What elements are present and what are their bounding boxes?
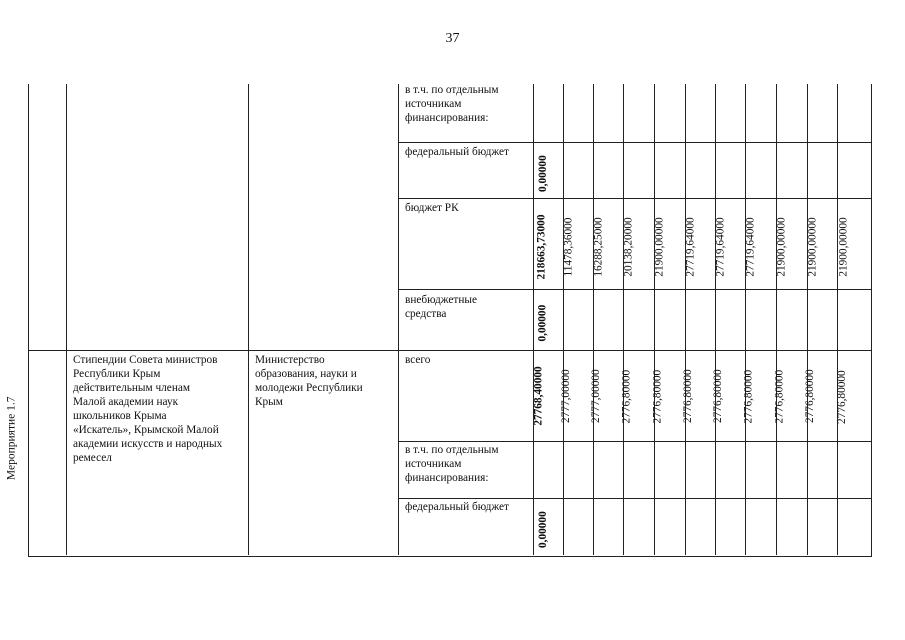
value-cell: 0,00000 bbox=[537, 511, 549, 548]
column-divider bbox=[563, 84, 564, 555]
column-divider bbox=[248, 84, 249, 555]
value-cell: 27768,40000 bbox=[532, 366, 545, 426]
value-cell: 16288,25000 bbox=[592, 217, 605, 277]
column-divider bbox=[776, 84, 777, 555]
row-divider bbox=[398, 198, 871, 199]
row-divider bbox=[398, 289, 871, 290]
value-cell: 2776,80000 bbox=[742, 369, 755, 424]
value-cell: 2776,80000 bbox=[836, 370, 848, 424]
value-cell: 2777,00000 bbox=[560, 369, 572, 423]
row-label: бюджет РК bbox=[405, 202, 459, 214]
value-cell: 27719,64000 bbox=[744, 217, 757, 277]
column-divider bbox=[398, 84, 399, 555]
value-cell: 2776,80000 bbox=[712, 369, 724, 423]
measure-executor: Министерство образования, науки и молодежи Республики Крым bbox=[255, 354, 363, 408]
value-cell: 2776,80000 bbox=[620, 369, 633, 424]
value-cell: 27719,64000 bbox=[714, 217, 727, 277]
page-number: 37 bbox=[445, 31, 460, 46]
value-cell: 21900,00000 bbox=[653, 217, 666, 277]
value-cell: 20138,20000 bbox=[622, 217, 635, 277]
value-cell: 27719,64000 bbox=[684, 217, 697, 277]
value-cell: 0,00000 bbox=[537, 155, 549, 192]
value-cell: 0,00000 bbox=[536, 304, 549, 342]
value-cell: 11478,36000 bbox=[562, 217, 575, 277]
column-divider bbox=[837, 84, 838, 555]
value-cell: 2776,80000 bbox=[651, 369, 664, 424]
value-cell: 21900,00000 bbox=[806, 217, 819, 277]
row-divider bbox=[29, 350, 871, 351]
measure-name: Стипендии Совета министров Республики Крым действительным членам Малой академии наук школьников Крыма «Искатель», Крымской Малой академии искусств и народных ремесел bbox=[73, 354, 223, 464]
row-label: федеральный бюджет bbox=[405, 146, 509, 158]
column-divider bbox=[66, 84, 67, 555]
column-divider bbox=[654, 84, 655, 555]
value-cell: 2777,00000 bbox=[590, 369, 602, 423]
row-label: в т.ч. по отдельным источникам финансирования: bbox=[405, 444, 499, 484]
value-cell: 21900,00000 bbox=[775, 217, 788, 277]
row-divider bbox=[398, 498, 871, 499]
value-cell: 21900,00000 bbox=[837, 217, 850, 277]
column-divider bbox=[685, 84, 686, 555]
value-cell: 2776,80000 bbox=[682, 369, 694, 423]
column-divider bbox=[623, 84, 624, 555]
row-label: всего bbox=[405, 354, 431, 366]
value-cell: 2776,80000 bbox=[773, 369, 786, 424]
measure-code: Мероприятие 1.7 bbox=[5, 396, 18, 481]
row-label: внебюджетные средства bbox=[405, 294, 478, 320]
column-divider bbox=[715, 84, 716, 555]
budget-table bbox=[5, 84, 872, 557]
row-divider bbox=[398, 142, 871, 143]
column-divider bbox=[593, 84, 594, 555]
row-label: федеральный бюджет bbox=[405, 501, 509, 513]
row-divider bbox=[398, 441, 871, 442]
value-cell: 218663,73000 bbox=[535, 214, 548, 280]
column-divider bbox=[745, 84, 746, 555]
column-divider bbox=[807, 84, 808, 555]
value-cell: 2776,80000 bbox=[804, 369, 816, 423]
row-label: в т.ч. по отдельным источникам финансирования: bbox=[405, 84, 499, 124]
